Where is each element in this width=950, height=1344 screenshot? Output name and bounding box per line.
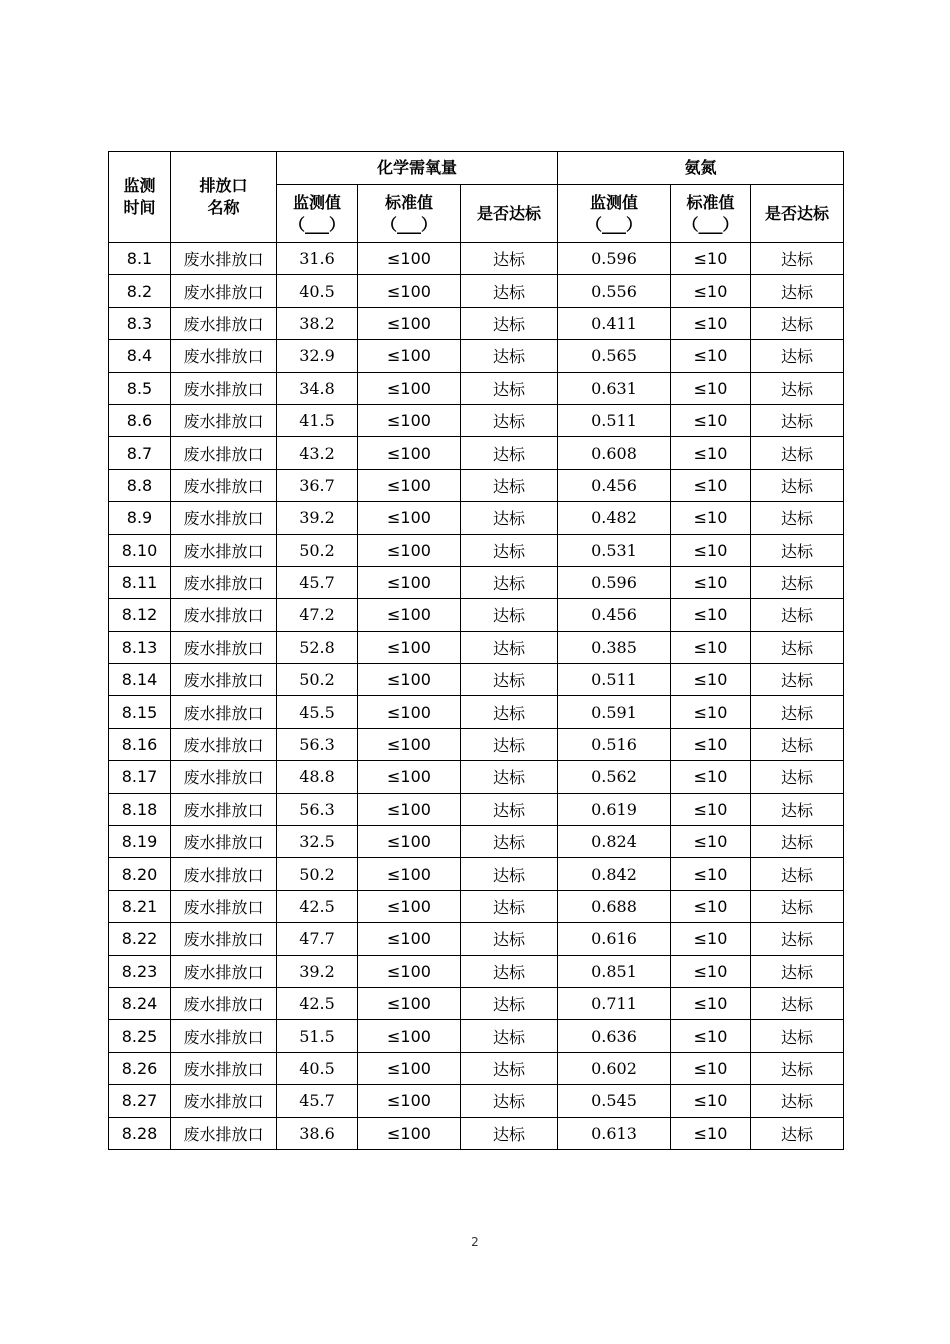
cell-cod-compliant: 达标: [461, 1117, 558, 1149]
cell-cod-compliant: 达标: [461, 243, 558, 275]
cell-cod-standard: ≤100: [358, 1117, 461, 1149]
cell-date: 8.26: [109, 1052, 171, 1084]
cell-outlet: 废水排放口: [171, 890, 277, 922]
cell-ammonia-compliant: 达标: [751, 469, 844, 501]
cell-cod-standard: ≤100: [358, 826, 461, 858]
cell-cod-compliant: 达标: [461, 631, 558, 663]
header-ammonia-measured: 监测值 （___）: [558, 185, 671, 243]
header-ammonia-compliant: 是否达标: [751, 185, 844, 243]
header-cod-compliant: 是否达标: [461, 185, 558, 243]
cell-cod-value: 50.2: [277, 534, 358, 566]
monitoring-table: [108, 151, 844, 1150]
cell-date: 8.12: [109, 599, 171, 631]
cell-ammonia-standard: ≤10: [671, 728, 751, 760]
table-row: [109, 793, 844, 825]
cell-ammonia-compliant: 达标: [751, 631, 844, 663]
table-row: [109, 1117, 844, 1149]
table-row: [109, 858, 844, 890]
cell-ammonia-value: 0.516: [558, 728, 671, 760]
cell-cod-value: 34.8: [277, 372, 358, 404]
table-row: [109, 631, 844, 663]
cell-cod-standard: ≤100: [358, 631, 461, 663]
header-ammonia-standard: 标准值 （___）: [671, 185, 751, 243]
cell-ammonia-compliant: 达标: [751, 761, 844, 793]
header-cod-measured: 监测值 （___）: [277, 185, 358, 243]
table-row: [109, 1052, 844, 1084]
cell-ammonia-compliant: 达标: [751, 728, 844, 760]
cell-date: 8.10: [109, 534, 171, 566]
cell-date: 8.4: [109, 340, 171, 372]
cell-cod-compliant: 达标: [461, 275, 558, 307]
cell-cod-standard: ≤100: [358, 243, 461, 275]
cell-ammonia-value: 0.596: [558, 566, 671, 598]
cell-ammonia-value: 0.511: [558, 404, 671, 436]
cell-date: 8.2: [109, 275, 171, 307]
cell-cod-value: 41.5: [277, 404, 358, 436]
cell-ammonia-value: 0.556: [558, 275, 671, 307]
cell-ammonia-compliant: 达标: [751, 1085, 844, 1117]
cell-ammonia-standard: ≤10: [671, 631, 751, 663]
cell-date: 8.1: [109, 243, 171, 275]
cell-ammonia-compliant: 达标: [751, 437, 844, 469]
cell-ammonia-compliant: 达标: [751, 340, 844, 372]
cell-ammonia-standard: ≤10: [671, 437, 751, 469]
cell-cod-value: 38.6: [277, 1117, 358, 1149]
cell-ammonia-value: 0.456: [558, 469, 671, 501]
cell-outlet: 废水排放口: [171, 1117, 277, 1149]
cell-ammonia-compliant: 达标: [751, 1117, 844, 1149]
cell-cod-value: 42.5: [277, 890, 358, 922]
cell-outlet: 废水排放口: [171, 923, 277, 955]
cell-cod-compliant: 达标: [461, 307, 558, 339]
cell-cod-compliant: 达标: [461, 696, 558, 728]
cell-outlet: 废水排放口: [171, 631, 277, 663]
cell-ammonia-value: 0.602: [558, 1052, 671, 1084]
cell-cod-value: 45.5: [277, 696, 358, 728]
cell-cod-standard: ≤100: [358, 761, 461, 793]
cell-cod-compliant: 达标: [461, 372, 558, 404]
cell-cod-value: 32.9: [277, 340, 358, 372]
cell-ammonia-value: 0.636: [558, 1020, 671, 1052]
cell-cod-standard: ≤100: [358, 307, 461, 339]
cell-cod-standard: ≤100: [358, 404, 461, 436]
cell-date: 8.19: [109, 826, 171, 858]
cell-ammonia-standard: ≤10: [671, 696, 751, 728]
cell-ammonia-value: 0.616: [558, 923, 671, 955]
header-row-1: [109, 152, 844, 185]
cell-cod-standard: ≤100: [358, 923, 461, 955]
cell-ammonia-standard: ≤10: [671, 243, 751, 275]
cell-ammonia-standard: ≤10: [671, 534, 751, 566]
cell-cod-value: 42.5: [277, 987, 358, 1019]
cell-cod-standard: ≤100: [358, 340, 461, 372]
cell-ammonia-value: 0.456: [558, 599, 671, 631]
cell-ammonia-compliant: 达标: [751, 696, 844, 728]
cell-ammonia-standard: ≤10: [671, 404, 751, 436]
cell-ammonia-standard: ≤10: [671, 340, 751, 372]
cell-outlet: 废水排放口: [171, 1020, 277, 1052]
cell-ammonia-value: 0.688: [558, 890, 671, 922]
table-row: [109, 566, 844, 598]
cell-cod-compliant: 达标: [461, 340, 558, 372]
cell-cod-value: 47.7: [277, 923, 358, 955]
cell-ammonia-standard: ≤10: [671, 664, 751, 696]
table-row: [109, 534, 844, 566]
cell-cod-compliant: 达标: [461, 502, 558, 534]
cell-cod-standard: ≤100: [358, 469, 461, 501]
cell-cod-standard: ≤100: [358, 987, 461, 1019]
cell-ammonia-standard: ≤10: [671, 275, 751, 307]
cell-outlet: 废水排放口: [171, 955, 277, 987]
cell-cod-compliant: 达标: [461, 858, 558, 890]
cell-ammonia-standard: ≤10: [671, 890, 751, 922]
cell-cod-standard: ≤100: [358, 1052, 461, 1084]
table-row: [109, 469, 844, 501]
cell-date: 8.27: [109, 1085, 171, 1117]
cell-date: 8.18: [109, 793, 171, 825]
page-number: 2: [471, 1235, 479, 1249]
cell-ammonia-value: 0.596: [558, 243, 671, 275]
cell-cod-compliant: 达标: [461, 890, 558, 922]
table-row: [109, 1085, 844, 1117]
table-row: [109, 923, 844, 955]
table-row: [109, 275, 844, 307]
cell-date: 8.9: [109, 502, 171, 534]
table-row: [109, 761, 844, 793]
table-body: [109, 243, 844, 1150]
cell-cod-standard: ≤100: [358, 566, 461, 598]
cell-outlet: 废水排放口: [171, 826, 277, 858]
cell-outlet: 废水排放口: [171, 437, 277, 469]
cell-cod-compliant: 达标: [461, 469, 558, 501]
cell-ammonia-standard: ≤10: [671, 826, 751, 858]
cell-ammonia-standard: ≤10: [671, 987, 751, 1019]
cell-ammonia-standard: ≤10: [671, 372, 751, 404]
cell-ammonia-value: 0.851: [558, 955, 671, 987]
cell-cod-compliant: 达标: [461, 404, 558, 436]
cell-cod-value: 51.5: [277, 1020, 358, 1052]
cell-cod-compliant: 达标: [461, 1085, 558, 1117]
cell-cod-standard: ≤100: [358, 793, 461, 825]
cell-ammonia-compliant: 达标: [751, 793, 844, 825]
table-row: [109, 987, 844, 1019]
cell-cod-value: 39.2: [277, 502, 358, 534]
cell-date: 8.25: [109, 1020, 171, 1052]
cell-cod-standard: ≤100: [358, 534, 461, 566]
cell-date: 8.14: [109, 664, 171, 696]
cell-cod-compliant: 达标: [461, 728, 558, 760]
cell-ammonia-standard: ≤10: [671, 1085, 751, 1117]
cell-outlet: 废水排放口: [171, 761, 277, 793]
table-row: [109, 664, 844, 696]
cell-ammonia-standard: ≤10: [671, 502, 751, 534]
cell-date: 8.28: [109, 1117, 171, 1149]
cell-ammonia-value: 0.385: [558, 631, 671, 663]
cell-ammonia-standard: ≤10: [671, 469, 751, 501]
cell-cod-compliant: 达标: [461, 761, 558, 793]
cell-cod-compliant: 达标: [461, 987, 558, 1019]
cell-ammonia-compliant: 达标: [751, 372, 844, 404]
cell-date: 8.7: [109, 437, 171, 469]
cell-outlet: 废水排放口: [171, 275, 277, 307]
cell-cod-value: 45.7: [277, 566, 358, 598]
cell-date: 8.8: [109, 469, 171, 501]
cell-ammonia-value: 0.824: [558, 826, 671, 858]
table-row: [109, 890, 844, 922]
cell-outlet: 废水排放口: [171, 566, 277, 598]
cell-outlet: 废水排放口: [171, 728, 277, 760]
cell-cod-standard: ≤100: [358, 728, 461, 760]
cell-ammonia-compliant: 达标: [751, 404, 844, 436]
cell-ammonia-standard: ≤10: [671, 599, 751, 631]
cell-ammonia-standard: ≤10: [671, 1117, 751, 1149]
table-row: [109, 1020, 844, 1052]
cell-cod-value: 43.2: [277, 437, 358, 469]
cell-cod-compliant: 达标: [461, 664, 558, 696]
cell-cod-value: 40.5: [277, 275, 358, 307]
table-row: [109, 404, 844, 436]
cell-cod-value: 39.2: [277, 955, 358, 987]
cell-outlet: 废水排放口: [171, 243, 277, 275]
cell-ammonia-compliant: 达标: [751, 502, 844, 534]
cell-outlet: 废水排放口: [171, 987, 277, 1019]
cell-date: 8.17: [109, 761, 171, 793]
cell-cod-compliant: 达标: [461, 955, 558, 987]
cell-cod-compliant: 达标: [461, 437, 558, 469]
cell-outlet: 废水排放口: [171, 372, 277, 404]
cell-date: 8.16: [109, 728, 171, 760]
cell-date: 8.21: [109, 890, 171, 922]
table-row: [109, 340, 844, 372]
table-row: [109, 826, 844, 858]
cell-cod-value: 48.8: [277, 761, 358, 793]
cell-ammonia-value: 0.711: [558, 987, 671, 1019]
cell-outlet: 废水排放口: [171, 340, 277, 372]
cell-cod-standard: ≤100: [358, 890, 461, 922]
cell-date: 8.11: [109, 566, 171, 598]
cell-cod-standard: ≤100: [358, 1085, 461, 1117]
cell-ammonia-standard: ≤10: [671, 761, 751, 793]
cell-ammonia-standard: ≤10: [671, 955, 751, 987]
cell-ammonia-compliant: 达标: [751, 599, 844, 631]
cell-cod-value: 47.2: [277, 599, 358, 631]
cell-cod-value: 50.2: [277, 858, 358, 890]
cell-ammonia-compliant: 达标: [751, 566, 844, 598]
cell-cod-compliant: 达标: [461, 534, 558, 566]
cell-outlet: 废水排放口: [171, 534, 277, 566]
cell-outlet: 废水排放口: [171, 1052, 277, 1084]
cell-cod-standard: ≤100: [358, 372, 461, 404]
cell-ammonia-value: 0.608: [558, 437, 671, 469]
cell-outlet: 废水排放口: [171, 307, 277, 339]
cell-ammonia-standard: ≤10: [671, 307, 751, 339]
cell-cod-standard: ≤100: [358, 664, 461, 696]
cell-cod-value: 56.3: [277, 728, 358, 760]
cell-cod-compliant: 达标: [461, 599, 558, 631]
cell-ammonia-value: 0.565: [558, 340, 671, 372]
cell-cod-compliant: 达标: [461, 826, 558, 858]
cell-ammonia-compliant: 达标: [751, 858, 844, 890]
cell-ammonia-value: 0.619: [558, 793, 671, 825]
cell-ammonia-standard: ≤10: [671, 858, 751, 890]
cell-cod-value: 40.5: [277, 1052, 358, 1084]
cell-ammonia-compliant: 达标: [751, 955, 844, 987]
cell-ammonia-value: 0.842: [558, 858, 671, 890]
table-row: [109, 372, 844, 404]
cell-cod-standard: ≤100: [358, 275, 461, 307]
table-row: [109, 728, 844, 760]
cell-cod-compliant: 达标: [461, 566, 558, 598]
cell-outlet: 废水排放口: [171, 469, 277, 501]
table-row: [109, 696, 844, 728]
cell-cod-standard: ≤100: [358, 437, 461, 469]
cell-ammonia-compliant: 达标: [751, 307, 844, 339]
cell-ammonia-value: 0.411: [558, 307, 671, 339]
table-row: [109, 502, 844, 534]
cell-ammonia-value: 0.545: [558, 1085, 671, 1117]
cell-outlet: 废水排放口: [171, 599, 277, 631]
cell-cod-value: 45.7: [277, 1085, 358, 1117]
cell-ammonia-compliant: 达标: [751, 664, 844, 696]
cell-date: 8.24: [109, 987, 171, 1019]
cell-cod-value: 38.2: [277, 307, 358, 339]
cell-ammonia-value: 0.482: [558, 502, 671, 534]
cell-ammonia-standard: ≤10: [671, 1020, 751, 1052]
header-monitoring-time: 监测 时间: [109, 152, 171, 243]
cell-ammonia-value: 0.511: [558, 664, 671, 696]
cell-date: 8.5: [109, 372, 171, 404]
cell-ammonia-value: 0.531: [558, 534, 671, 566]
cell-cod-standard: ≤100: [358, 955, 461, 987]
cell-ammonia-compliant: 达标: [751, 1052, 844, 1084]
cell-cod-compliant: 达标: [461, 1020, 558, 1052]
cell-outlet: 废水排放口: [171, 696, 277, 728]
cell-ammonia-standard: ≤10: [671, 1052, 751, 1084]
cell-ammonia-compliant: 达标: [751, 275, 844, 307]
cell-cod-value: 52.8: [277, 631, 358, 663]
table-row: [109, 599, 844, 631]
cell-ammonia-compliant: 达标: [751, 1020, 844, 1052]
header-ammonia-group: 氨氮: [558, 152, 844, 185]
cell-ammonia-compliant: 达标: [751, 534, 844, 566]
cell-ammonia-value: 0.613: [558, 1117, 671, 1149]
cell-date: 8.6: [109, 404, 171, 436]
cell-outlet: 废水排放口: [171, 404, 277, 436]
cell-ammonia-value: 0.631: [558, 372, 671, 404]
cell-cod-compliant: 达标: [461, 793, 558, 825]
cell-cod-compliant: 达标: [461, 1052, 558, 1084]
cell-cod-standard: ≤100: [358, 1020, 461, 1052]
cell-date: 8.3: [109, 307, 171, 339]
cell-cod-value: 36.7: [277, 469, 358, 501]
cell-cod-value: 31.6: [277, 243, 358, 275]
cell-ammonia-value: 0.591: [558, 696, 671, 728]
cell-cod-standard: ≤100: [358, 696, 461, 728]
cell-outlet: 废水排放口: [171, 502, 277, 534]
cell-ammonia-compliant: 达标: [751, 987, 844, 1019]
cell-date: 8.13: [109, 631, 171, 663]
cell-ammonia-standard: ≤10: [671, 793, 751, 825]
cell-outlet: 废水排放口: [171, 858, 277, 890]
cell-date: 8.22: [109, 923, 171, 955]
cell-cod-standard: ≤100: [358, 858, 461, 890]
cell-ammonia-compliant: 达标: [751, 826, 844, 858]
cell-cod-value: 50.2: [277, 664, 358, 696]
table-row: [109, 243, 844, 275]
cell-cod-compliant: 达标: [461, 923, 558, 955]
cell-outlet: 废水排放口: [171, 1085, 277, 1117]
header-outlet-name: 排放口 名称: [171, 152, 277, 243]
cell-ammonia-standard: ≤10: [671, 566, 751, 598]
cell-cod-value: 56.3: [277, 793, 358, 825]
cell-cod-standard: ≤100: [358, 599, 461, 631]
header-cod-standard: 标准值 （___）: [358, 185, 461, 243]
cell-date: 8.23: [109, 955, 171, 987]
table-row: [109, 955, 844, 987]
cell-ammonia-value: 0.562: [558, 761, 671, 793]
cell-outlet: 废水排放口: [171, 664, 277, 696]
table-row: [109, 437, 844, 469]
header-cod-group: 化学需氧量: [277, 152, 558, 185]
cell-ammonia-standard: ≤10: [671, 923, 751, 955]
cell-ammonia-compliant: 达标: [751, 243, 844, 275]
cell-ammonia-compliant: 达标: [751, 890, 844, 922]
cell-cod-standard: ≤100: [358, 502, 461, 534]
cell-date: 8.15: [109, 696, 171, 728]
cell-outlet: 废水排放口: [171, 793, 277, 825]
cell-cod-value: 32.5: [277, 826, 358, 858]
cell-date: 8.20: [109, 858, 171, 890]
cell-ammonia-compliant: 达标: [751, 923, 844, 955]
table-row: [109, 307, 844, 339]
